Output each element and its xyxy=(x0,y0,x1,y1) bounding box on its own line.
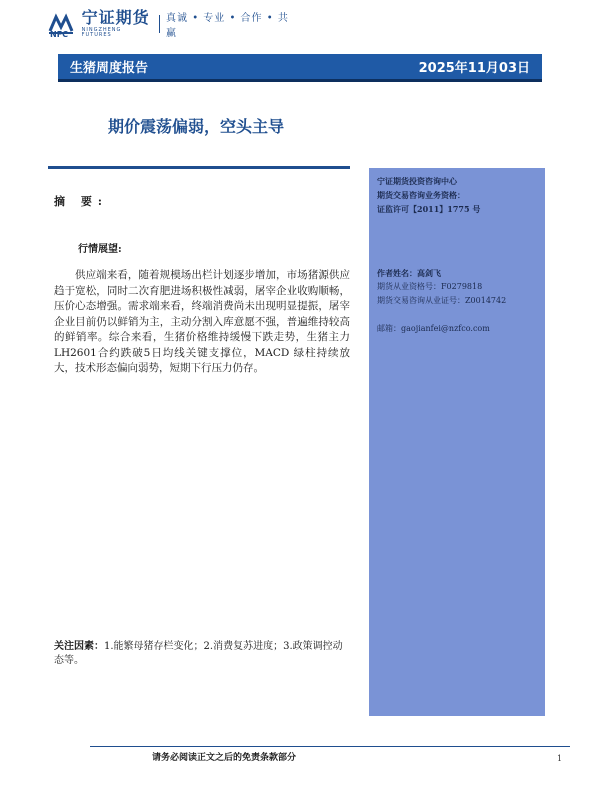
report-title: 期价震荡偏弱，空头主导 xyxy=(108,117,285,136)
certificate-2: 期货交易咨询从业证号：Z0014742 xyxy=(377,296,507,305)
report-type: 生猪周度报告 xyxy=(70,61,149,76)
focus-factors xyxy=(54,640,350,668)
footer-divider xyxy=(90,746,570,747)
outlook-label: 行情展望: xyxy=(78,244,122,255)
section-divider xyxy=(48,166,350,169)
qualification: 期货交易咨询业务资格： xyxy=(377,190,465,200)
focus-label: 关注因素： xyxy=(54,641,104,652)
report-banner xyxy=(58,54,542,82)
certificate-1: 期货从业资格号：F0279818 xyxy=(377,282,483,291)
company-logo xyxy=(48,8,298,40)
author-sidebar xyxy=(369,168,545,716)
license-number: 证监许可【2011】1775 号 xyxy=(377,204,481,214)
logo-english-name: NINGZHENG FUTURES xyxy=(81,27,122,38)
disclaimer-note: 请务必阅读正文之后的免责条款部分 xyxy=(152,753,297,763)
org-name: 宁证期货投资咨询中心 xyxy=(377,176,457,186)
author-name: 作者姓名：高剑飞 xyxy=(377,268,441,278)
author-email: 邮箱：gaojianfei@nzfco.com xyxy=(377,324,490,333)
report-date: 2025年11月03日 xyxy=(418,61,530,76)
abstract-label: 摘 要: xyxy=(54,195,108,208)
logo-abbreviation: NFC xyxy=(50,30,69,39)
abstract-body: 供应端来看，随着规模场出栏计划逐步增加，市场猪源供应趋于宽松，同时二次育肥进场积极性减弱，屠宰企业收购顺畅，压价心态增强。需求端来看，终端消费尚未出现明显提振，屠宰企业目前仍以鲜销为主，主动分割入库意愿不强，普遍维持较高的鲜销率。综合来看，生猪价格维持缓慢下跌走势，生猪主力LH2601合约跌破5日均线关键支撑位，MACD 绿柱持续放大，技术形态偏向弱势，短期下行压力仍存。 xyxy=(54,269,350,374)
company-slogan: 真诚 • 专业 • 合作 • 共赢 xyxy=(166,13,289,39)
focus-text: 1.能繁母猪存栏变化；2.消费复苏进度；3.政策调控动态等。 xyxy=(54,641,343,666)
page-number: 1 xyxy=(557,754,563,763)
logo-divider xyxy=(159,15,160,33)
logo-chinese-name: 宁证期货 xyxy=(81,8,150,27)
